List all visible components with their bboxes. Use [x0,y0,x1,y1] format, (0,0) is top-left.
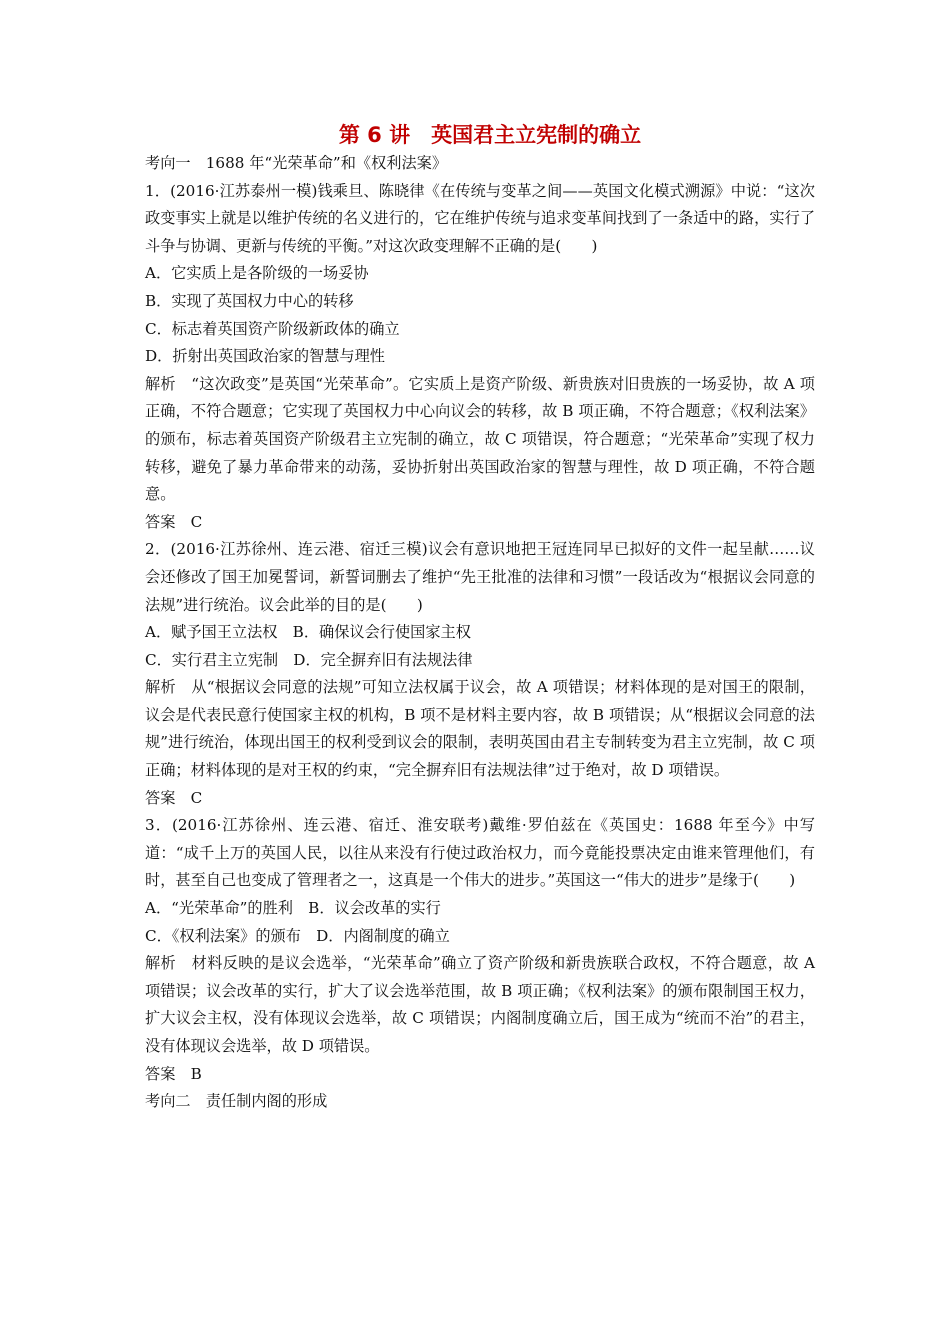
analysis-text: 解析 材料反映的是议会选举，“光荣革命”确立了资产阶级和新贵族联合政权，不符合题意，故 A 项错误；议会改革的实行，扩大了议会选举范围，故 B 项正确；《权利法案》的颁布限制国王权力，扩大议会主权，没有体现议会选举，故 C 项错误；内阁制度确立后，国王成为“统而不治”的君主，没有体现议会选举，故 D 项错误。 [145,954,815,1055]
section-heading: 考向二 责任制内阁的形成 [145,1092,328,1111]
option-c: C．标志着英国资产阶级新政体的确立 [145,319,400,338]
options-ab: A．赋予国王立法权 B．确保议会行使国家主权 [145,623,471,642]
page-title: 第 6 讲 英国君主立宪制的确立 [338,123,642,147]
analysis-text: 解析 从“根据议会同意的法规”可知立法权属于议会，故 A 项错误；材料体现的是对国王的限制，议会是代表民意行使国家主权的机构，B 项不是材料主要内容，故 B 项错误；从“根据议会同意的法规”进行统治，体现出国王的权利受到议会的限制，表明英国由君主专制转变为君主立宪制，故 C 项正确；材料体现的是对王权的约束，“完全摒弃旧有法规法律”过于绝对，故 D 项错误。 [145,678,815,780]
analysis-text: 解析 “这次政变”是英国“光荣革命”。它实质上是资产阶级、新贵族对旧贵族的一场妥协，故 A 项正确，不符合题意；它实现了英国权力中心向议会的转移，故 B 项正确，不符合题意；《权利法案》的颁布，标志着英国资产阶级君主立宪制的确立，故 C 项错误，符合题意；“光荣革命”实现了权力转移，避免了暴力革命带来的动荡，妥协折射出英国政治家的智慧与理性，故 D 项正确，不符合题意。 [145,374,815,504]
answer-text: 答案 C [145,512,203,531]
document-page [145,120,815,1116]
answer-text: 答案 B [145,1064,202,1083]
question-stem: 1．(2016·江苏泰州一模)钱乘旦、陈晓律《在传统与变革之间——英国文化模式溯源》中说：“这次政变事实上就是以维护传统的名义进行的，它在维护传统与追求变革间找到了一条适中的路，实行了斗争与协调、更新与传统的平衡。”对这次政变理解不正确的是( ) [145,181,815,255]
section-heading: 考向一 1688 年“光荣革命”和《权利法案》 [145,154,448,172]
question-2 [145,536,815,812]
option-d: D．折射出英国政治家的智慧与理性 [145,347,385,366]
question-1 [145,178,815,537]
question-stem: 3．(2016·江苏徐州、连云港、宿迁、淮安联考)戴维·罗伯兹在《英国史：1688 年至今》中写道：“成千上万的英国人民，以往从来没有行使过政治权力，而今竟能投票决定由谁来管理他们，有时，甚至自己也变成了管理者之一，这真是一个伟大的进步。”英国这一“伟大的进步”是缘于( ) [145,816,815,890]
options-ab: A．“光荣革命”的胜利 B．议会改革的实行 [145,899,441,918]
answer-text: 答案 C [145,788,203,807]
options-cd: C．实行君主立宪制 D．完全摒弃旧有法规法律 [145,650,473,669]
question-3 [145,812,815,1088]
question-stem: 2．(2016·江苏徐州、连云港、宿迁三模)议会有意识地把王冠连同早已拟好的文件一起呈献……议会还修改了国王加冕誓词，新誓词删去了维护“先王批准的法律和习惯”一段话改为“根据议会同意的法规”进行统治。议会此举的目的是( ) [145,540,815,614]
options-cd: C．《权利法案》的颁布 D．内阁制度的确立 [145,926,450,945]
option-b: B．实现了英国权力中心的转移 [145,291,354,310]
option-a: A．它实质上是各阶级的一场妥协 [145,264,369,283]
